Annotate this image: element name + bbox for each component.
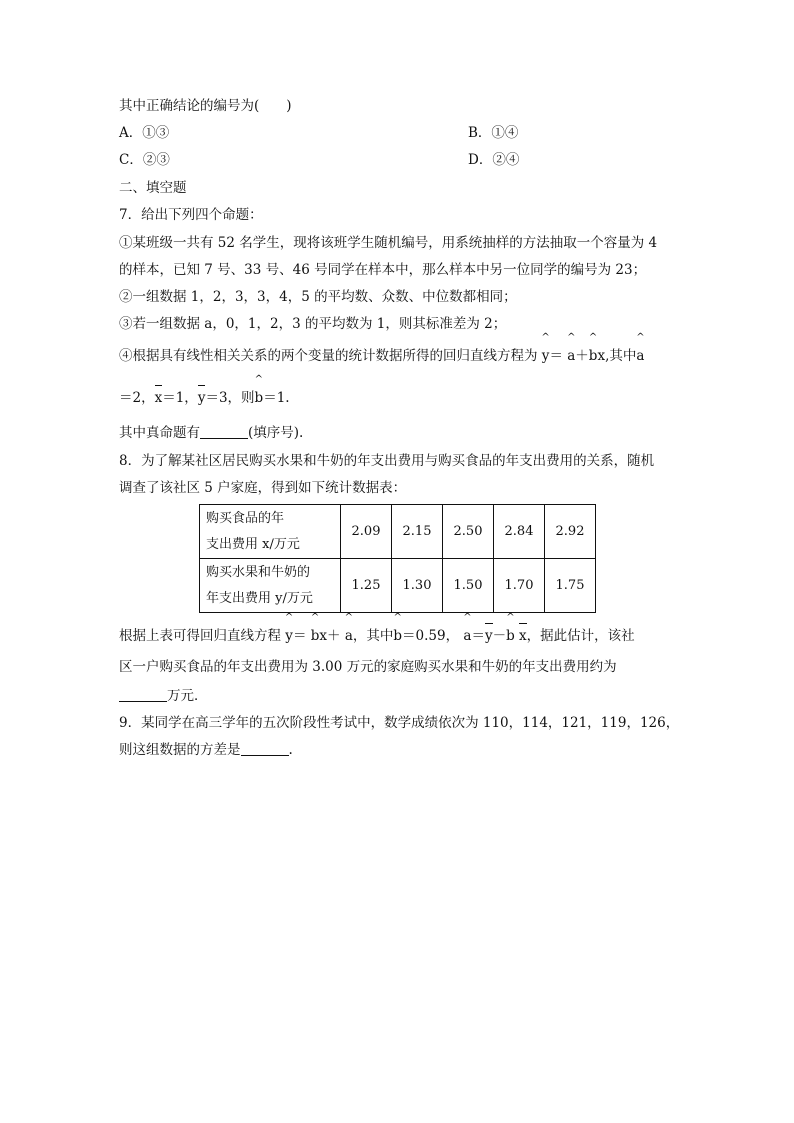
plus-sign: ＋: [575, 348, 589, 364]
q8-answer-blank[interactable]: [119, 687, 167, 702]
a-hat: ^ a: [345, 626, 353, 646]
statistics-table: [199, 504, 596, 613]
x-bar: x: [154, 390, 163, 406]
b-hat: ^ b: [311, 626, 320, 646]
q6-option-d: D．②④: [468, 152, 520, 168]
q7-answer-suffix: (填序号).: [248, 425, 304, 441]
a-hat-2: ^ a: [636, 346, 644, 366]
q7-proposition-2: ②一组数据 1，2，3，3，4，5 的平均数、众数、中位数都相同；: [119, 289, 517, 305]
q7-answer-prefix: 其中真命题有: [119, 425, 200, 441]
q8-stem-line1: 8．为了解某社区居民购买水果和牛奶的年支出费用与购买食品的年支出费用的关系，随机: [119, 453, 655, 469]
p4-line2-c: ＝3，则: [205, 390, 255, 406]
q9-line2-prefix: 则这组数据的方差是: [119, 742, 241, 758]
row-label-y: [200, 559, 341, 613]
q8-stem-line2: 调查了该社区 5 户家庭，得到如下统计数据表：: [119, 480, 407, 496]
q9-line2-suffix: .: [288, 742, 293, 758]
table-row: [200, 505, 596, 559]
q9-answer-blank[interactable]: [241, 741, 289, 756]
q7-proposition-4-line1: [119, 346, 644, 366]
p4-line2-b: ＝1，: [162, 390, 198, 406]
row-label-x-line1: 购买食品的年: [206, 510, 285, 526]
section-title: 二、填空题: [119, 180, 187, 196]
row-label-y-line1: 购买水果和牛奶的: [206, 564, 311, 580]
row-label-x: [200, 505, 341, 559]
q8-line3: [119, 686, 208, 706]
q9-line1: 9．某同学在高三学年的五次阶段性考试中，数学成绩依次为 110，114，121，119，126，: [119, 715, 680, 731]
p4-prefix: ④根据具有线性相关关系的两个变量的统计数据所得的回归直线方程为: [119, 348, 538, 364]
y-hat: ^ y: [285, 626, 293, 646]
q8-line2: 区一户购买食品的年支出费用为 3.00 万元的家庭购买水果和牛奶的年支出费用约为: [119, 659, 617, 675]
x-bar: x: [519, 628, 527, 644]
table-cell: 2.50: [443, 505, 494, 559]
b-value-text: ＝0.59，: [402, 628, 460, 644]
q8-regression-line: [119, 626, 635, 646]
q7-proposition-3: ③若一组数据 a，0，1，2，3 的平均数为 1，则其标准差为 2；: [119, 316, 507, 332]
table-row: [200, 559, 596, 613]
p4-line2-a: ＝2，: [119, 390, 155, 406]
q6-option-a: A．①③: [119, 125, 170, 141]
q7-answer-blank[interactable]: [200, 424, 248, 439]
table-cell: 1.30: [392, 559, 443, 613]
equals-sign: ＝: [549, 348, 563, 364]
b-hat: ^ b: [589, 346, 598, 366]
equals-sign: ＝: [292, 628, 307, 644]
y-bar: y: [484, 628, 493, 644]
q8-after-prefix: 根据上表可得回归直线方程: [119, 628, 281, 644]
q6-option-b: B．①④: [468, 125, 519, 141]
p4-x-text: x,其中: [597, 348, 637, 364]
q8-mid-text: ，其中: [352, 628, 394, 644]
q7-proposition-1-line1: ①某班级一共有 52 名学生，现将该班学生随机编号，用系统抽样的方法抽取一个容量为 4: [119, 235, 658, 251]
b-hat-2: ^ b: [393, 626, 402, 646]
q9-line2: [119, 740, 293, 760]
y-bar: y: [197, 390, 206, 406]
q6-option-c: C．②③: [119, 152, 170, 168]
a-hat-2: ^ a: [463, 626, 471, 646]
q7-proposition-1-line2: 的样本，已知 7 号、33 号、46 号同学在样本中，那么样本中另一位同学的编号为 23；: [119, 262, 647, 278]
q8-tail-text: ，据此估计，该社: [526, 628, 635, 644]
b-hat-3: ^ b: [506, 626, 515, 646]
table-cell: 1.75: [545, 559, 596, 613]
table-cell: 2.15: [392, 505, 443, 559]
equals-sign-2: ＝: [471, 628, 485, 644]
table-cell: 1.50: [443, 559, 494, 613]
p4-line2-d: ＝1.: [263, 390, 290, 406]
q7-stem: 7．给出下列四个命题：: [119, 207, 263, 223]
b-hat-2: ^ b: [255, 388, 264, 408]
table-cell: 1.70: [494, 559, 545, 613]
q7-answer-line: [119, 423, 303, 443]
row-label-y-line2: 年支出费用 y/万元: [206, 590, 313, 606]
table-cell: 2.92: [545, 505, 596, 559]
a-hat: ^ a: [567, 346, 575, 366]
x-plus-text: x＋: [319, 628, 341, 644]
minus-sign: －: [492, 628, 507, 644]
q7-proposition-4-line2: [119, 388, 290, 408]
y-hat: ^ y: [542, 346, 550, 366]
row-label-x-line2: 支出费用 x/万元: [206, 536, 300, 552]
q6-stem: 其中正确结论的编号为( ): [119, 98, 292, 114]
table-cell: 2.09: [341, 505, 392, 559]
table-cell: 2.84: [494, 505, 545, 559]
table-cell: 1.25: [341, 559, 392, 613]
q8-line3-suffix: 万元．: [167, 688, 208, 704]
